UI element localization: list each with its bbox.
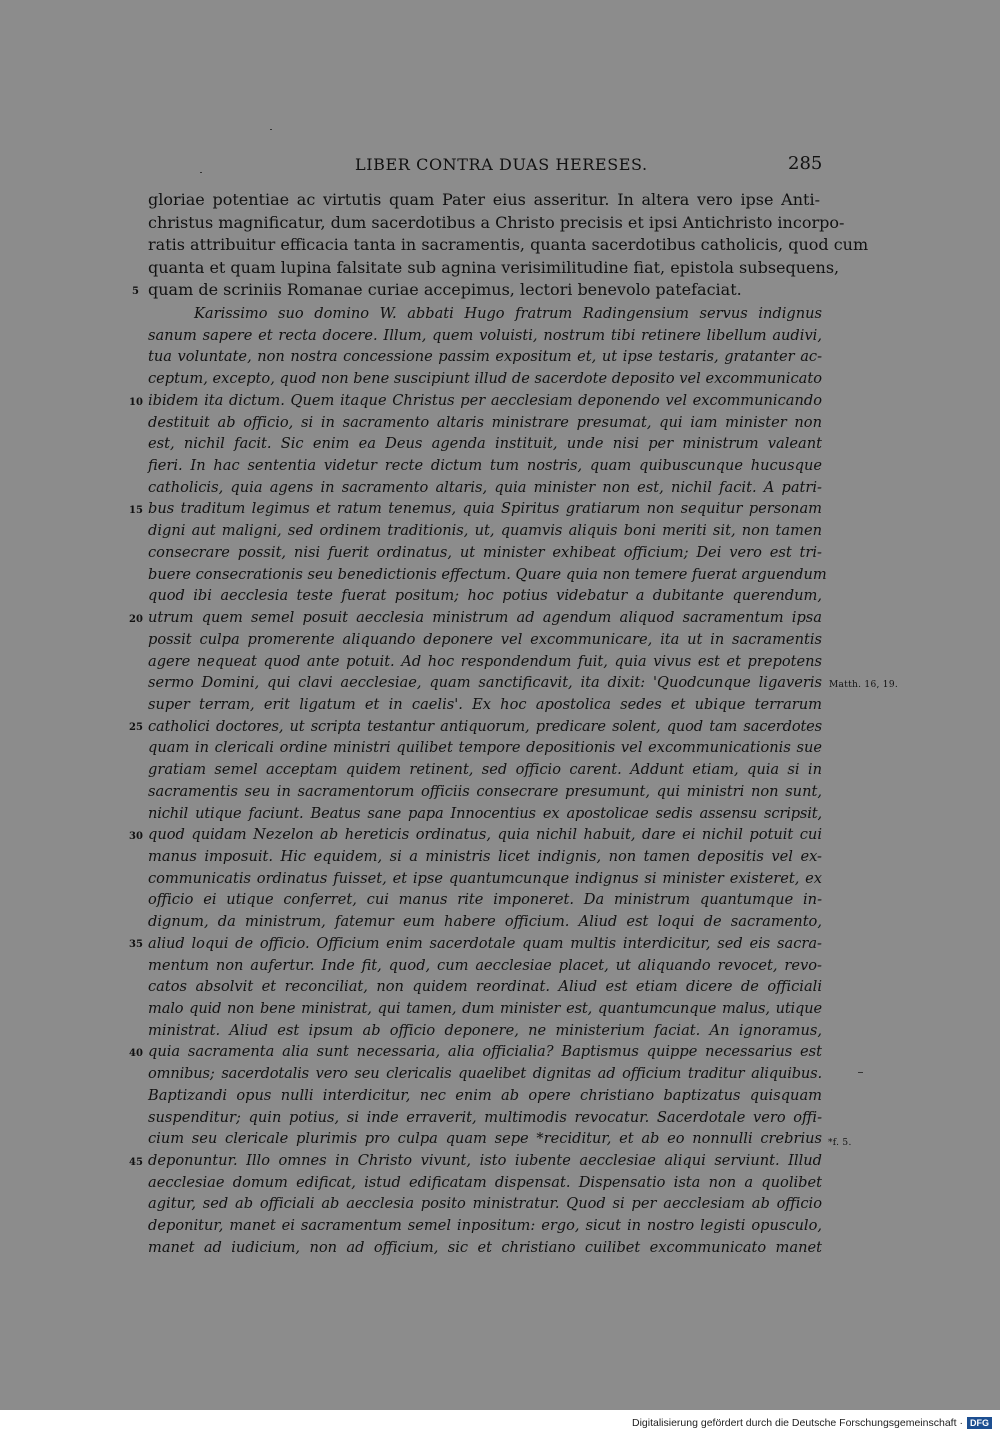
page-number: 285 (788, 153, 823, 174)
dfg-logo: DFG (967, 1417, 992, 1429)
text-line: ministrat. Aliud est ipsum ab officio deponere, ne ministerium faciat. An ignoramus, (148, 1021, 822, 1039)
line-number: 40 (129, 1048, 143, 1059)
text-line: tua voluntate, non nostra concessione passim expositum et, ut ipse testaris, gratanter ac- (148, 348, 822, 366)
text-line: deponuntur. Illo omnes in Christo vivunt, isto iubente aecclesiae aliqui serviunt. Illud (148, 1152, 822, 1170)
line-number: 35 (129, 939, 143, 950)
text-line: agere nequeat quod ante potuit. Ad hoc respondendum fuit, quia vivus est et prepotens (148, 652, 822, 670)
line-number: 25 (129, 722, 143, 733)
scan-speck (858, 1072, 863, 1073)
text-line: est, nichil facit. Sic enim ea Deus agenda instituit, unde nisi per ministrum valeant (148, 435, 822, 453)
text-line: quod quidam Nezelon ab hereticis ordinatus, quia nichil habuit, dare ei nichil potuit cui (148, 826, 822, 844)
text-line: buere consecrationis seu benedictionis effectum. Quare quia non temere fuerat arguendum (148, 565, 827, 583)
text-line: malo quid non bene ministrat, qui tamen, dum minister est, quantumcunque malus, utique (148, 1000, 822, 1017)
text-line: catholici doctores, ut scripta testantur antiquorum, predicare solent, quod tam sacerdotes (148, 717, 822, 735)
text-line: ratis attribuitur efficacia tanta in sacramentis, quanta sacerdotibus catholicis, quod cum (148, 235, 869, 254)
footer-credit-text: Digitalisierung gefördert durch die Deutsche Forschungsgemeinschaft (631, 1417, 957, 1429)
margin-note-citation: Matth. 16, 19. (829, 680, 899, 690)
text-line: quia sacramenta alia sunt necessaria, alia officialia? Baptismus quippe necessarius est (148, 1043, 822, 1061)
line-number: 20 (129, 614, 143, 625)
text-line: destituit ab officio, si in sacramento altaris ministrare presumat, qui iam minister non (148, 413, 822, 431)
text-line: deponitur, manet ei sacramentum semel inpositum: ergo, sicut in nostro legisti opusculo, (148, 1217, 822, 1235)
text-line: consecrare possit, nisi fuerit ordinatus, ut minister exhibeat officium; Dei vero est tri- (148, 543, 822, 561)
text-line: mentum non aufertur. Inde fit, quod, cum aecclesiae placet, ut aliquando revocet, revo- (148, 956, 822, 974)
text-line: christus magnificatur, dum sacerdotibus a Christo precisis et ipsi Antichristo incorpo- (148, 212, 845, 232)
text-line: quam in clericali ordine ministri quilibet tempore depositionis vel excommunicationis sue (148, 739, 822, 757)
text-line (148, 1259, 822, 1281)
text-line: manus imposuit. Hic equidem, si a ministris licet indignis, non tamen depositis vel ex- (148, 847, 822, 865)
letter-text (148, 303, 827, 1280)
text-line: Karissimo suo domino W. abbati Hugo fratrum Radingensium servus indignus (194, 305, 822, 322)
scan-speck (270, 129, 272, 130)
text-line: gratiam semel acceptam quidem retinent, sed officio carent. Addunt etiam, quia si in (148, 761, 822, 779)
text-line: agitur, sed ab officiali ab aecclesia posito ministratur. Quod si per aecclesiam ab officio (148, 1195, 822, 1213)
text-line: Baptizandi opus nulli interdicitur, nec enim ab opere christiano baptizatus quisquam (148, 1086, 822, 1104)
text-line: fieri. In hac sententia videtur recte dictum tum nostris, quam quibuscunque hucusque (148, 457, 822, 475)
text-line: quanta et quam lupina falsitate sub agnina verisimilitudine fiat, epistola subsequens, (148, 257, 840, 277)
line-number: 15 (129, 505, 143, 516)
text-line: digni aut maligni, sed ordinem traditionis, ut, quamvis aliquis boni meriti sit, non tamen (148, 522, 822, 540)
text-line: nichil utique faciunt. Beatus sane papa Innocentius ex apostolicae sedis assensu scripsit, (148, 804, 822, 822)
text-line: ceptum, excepto, quod non bene suscipiunt illud de sacerdote deposito vel excommunicato (148, 370, 822, 388)
text-line: aecclesiae domum edificat, istud edificatam dispensat. Dispensatio ista non a quolibet (148, 1173, 822, 1191)
text-line: sanum sapere et recta docere. Illum, quem voluisti, nostrum tibi retinere libellum audivi, (148, 326, 822, 344)
text-line: super terram, erit ligatum et in caelis'. Ex hoc apostolica sedes et ubique terrarum (148, 695, 822, 713)
text-line: ibidem ita dictum. Quem itaque Christus per aecclesiam deponendo vel excommunicando (148, 391, 822, 409)
line-number: 45 (129, 1157, 143, 1168)
text-line: sacramentis seu in sacramentorum officiis consecrare presumunt, qui ministri non sunt, (148, 782, 822, 800)
text-line: catos absolvit et reconciliat, non quidem reordinat. Aliud est etiam dicere de officiali (148, 978, 822, 996)
text-line: catholicis, quia agens in sacramento altaris, quia minister non est, nichil facit. A patri- (148, 478, 822, 496)
line-number: 5 (132, 286, 139, 297)
text-line: aliud loqui de officio. Officium enim sacerdotale quam multis interdicitur, sed eis sacra- (148, 934, 822, 952)
line-number: 30 (129, 831, 143, 842)
footer-credit: Digitalisierung gefördert durch die Deutsche Forschungsgemeinschaft · DFG (632, 1417, 992, 1429)
running-title: LIBER CONTRA DUAS HERESES. (355, 155, 648, 174)
text-line: communicatis ordinatus fuisset, et ipse quantumcunque indignus si minister existeret, ex (148, 869, 822, 887)
text-line: cium seu clericale plurimis pro culpa quam sepe *reciditur, et ab eo nonnulli crebrius (148, 1130, 822, 1148)
text-line: quod ibi aecclesia teste fuerat positum; hoc potius videbatur a dubitante querendum, (148, 587, 822, 605)
text-line: bus traditum legimus et ratum tenemus, quia Spiritus gratiarum non sequitur personam (148, 500, 822, 518)
text-line: manet ad iudicium, non ad officium, sic et christiano cuilibet excommunicato manet (148, 1238, 822, 1256)
intro-paragraph (148, 189, 869, 302)
text-line: suspenditur; quin potius, si inde erraverit, multimodis revocatur. Sacerdotale vero offi- (148, 1108, 822, 1126)
text-line: omnibus; sacerdotalis vero seu clericalis quaelibet dignitas ad officium traditur aliquibus. (148, 1065, 822, 1083)
text-line: possit culpa promerente aliquando deponere vel excommunicare, ita ut in sacramentis (148, 630, 822, 648)
text-line: dignum, da ministrum, fatemur eum habere officium. Aliud est loqui de sacramento, (148, 913, 822, 931)
text-line: sermo Domini, qui clavi aecclesiae, quam sanctificavit, ita dixit: 'Quodcunque ligaveris (148, 674, 822, 692)
text-line: officio ei utique conferret, cui manus rite imponeret. Da ministrum quantumque in- (148, 891, 822, 909)
text-line: quam de scriniis Romanae curiae accepimus, lectori benevolo patefaciat. (148, 280, 742, 299)
line-number: 10 (129, 397, 143, 408)
text-line: gloriae potentiae ac virtutis quam Pater eius asseritur. In altera vero ipse Anti- (148, 190, 820, 209)
text-line: utrum quem semel posuit aecclesia ministrum ad agendum aliquod sacramentum ipsa (148, 609, 822, 627)
scan-speck (200, 172, 202, 173)
margin-note-folio: *f. 5. (828, 1138, 852, 1148)
